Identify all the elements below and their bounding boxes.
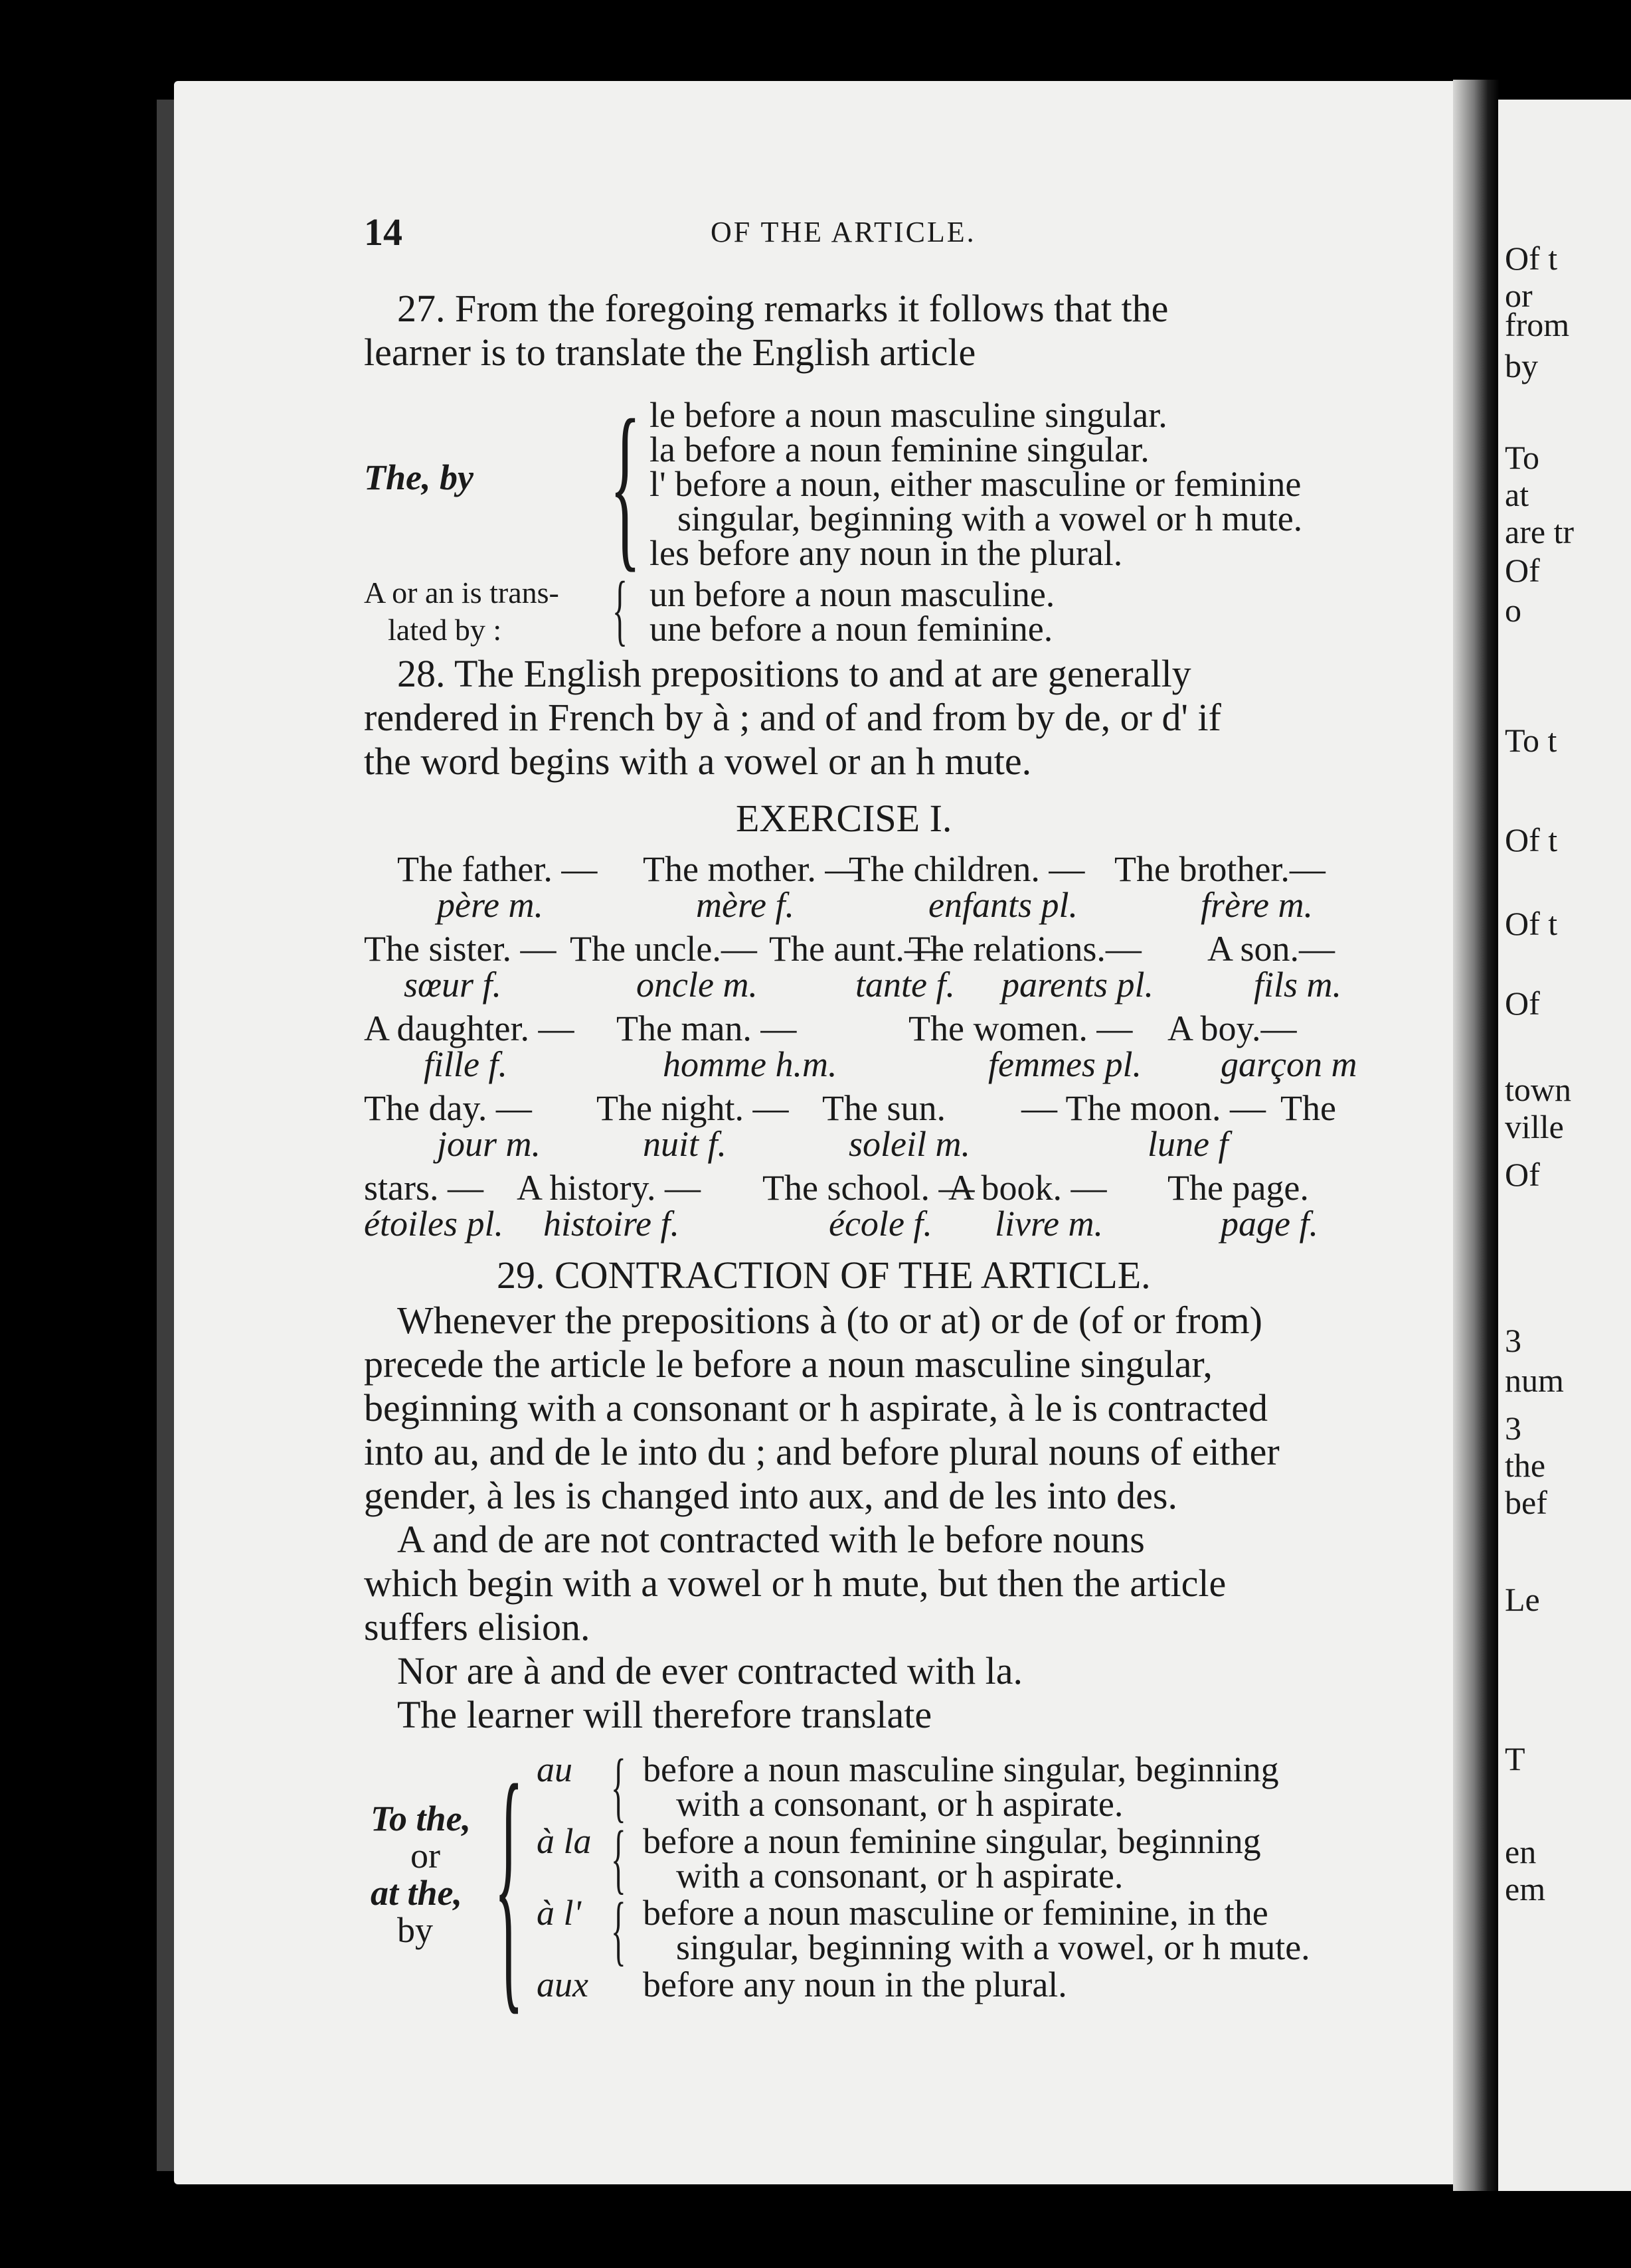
exercise-cell: A son.— (1207, 929, 1335, 969)
right-page-text: town (1505, 1071, 1571, 1108)
para29-line: precede the article le before a noun masculine singular, (364, 1342, 1213, 1386)
exercise-cell: étoiles pl. (364, 1204, 503, 1244)
exercise-cell: tante f. (855, 965, 955, 1005)
exercise-cell: stars. — (364, 1168, 483, 1208)
the-row-4: singular, beginning with a vowel or h mute. (677, 499, 1303, 538)
right-page-text: 3 (1505, 1410, 1521, 1447)
exercise-cell: The aunt.— (769, 929, 940, 969)
to-the-brace: { (611, 1886, 626, 1973)
exercise-cell: The uncle.— (570, 929, 757, 969)
exercise-cell: The father. — (397, 849, 598, 889)
right-page-text: ville (1505, 1108, 1564, 1145)
to-the-form: à l' (537, 1893, 582, 1933)
right-page-text: from (1505, 306, 1570, 343)
exercise-cell: lune f (1148, 1124, 1229, 1164)
para28-line2: rendered in French by à ; and of and from by de, or d' if (364, 696, 1221, 739)
para29-line: A and de are not contracted with le before nouns (397, 1518, 1145, 1561)
exercise-cell: The brother.— (1114, 849, 1326, 889)
the-row-2: la before a noun feminine singular. (649, 430, 1150, 469)
brace-the: { (610, 381, 642, 588)
exercise-cell: parents pl. (1001, 965, 1154, 1005)
right-page-fragment (1498, 100, 1631, 2191)
exercise-heading: EXERCISE I. (736, 797, 952, 840)
right-page-text: num (1505, 1362, 1564, 1399)
exercise-cell: The relations.— (908, 929, 1142, 969)
right-page-text: Of t (1505, 821, 1558, 858)
exercise-cell: The women. — (908, 1009, 1133, 1048)
exercise-cell: page f. (1221, 1204, 1318, 1244)
exercise-cell: garçon m (1221, 1044, 1357, 1084)
to-the-desc: before any noun in the plural. (643, 1965, 1067, 2004)
para28-line1: 28. The English prepositions to and at are generally (397, 652, 1191, 695)
exercise-cell: A book. — (948, 1168, 1107, 1208)
right-page-text: T (1505, 1740, 1525, 1777)
para29-line: suffers elision. (364, 1605, 590, 1649)
to-the-label-1: To the, (371, 1799, 472, 1838)
right-page-text: en (1505, 1833, 1537, 1870)
exercise-cell: fille f. (424, 1044, 507, 1084)
exercise-cell: père m. (437, 885, 543, 925)
right-page-text: Of t (1505, 240, 1558, 277)
exercise-cell: oncle m. (636, 965, 758, 1005)
exercise-cell: A daughter. — (364, 1009, 574, 1048)
to-the-desc: with a consonant, or h aspirate. (676, 1784, 1124, 1824)
right-page-text: o (1505, 592, 1521, 629)
para29-line: Nor are à and de ever contracted with la. (397, 1649, 1023, 1692)
exercise-cell: livre m. (995, 1204, 1103, 1244)
right-page-text: bef (1505, 1484, 1547, 1521)
para29-heading: 29. CONTRACTION OF THE ARTICLE. (497, 1254, 1151, 1297)
right-page-text: Of (1505, 1156, 1540, 1193)
para28-line3: the word begins with a vowel or an h mute. (364, 740, 1032, 783)
exercise-cell: The school. — (762, 1168, 975, 1208)
exercise-cell: frère m. (1201, 885, 1313, 925)
para29-line: which begin with a vowel or h mute, but then the article (364, 1562, 1227, 1605)
exercise-cell: mère f. (696, 885, 794, 925)
right-page-text: Le (1505, 1581, 1540, 1618)
the-row-1: le before a noun masculine singular. (649, 395, 1167, 435)
right-page-text: are tr (1505, 513, 1575, 550)
to-the-label-4: by (397, 1910, 433, 1950)
exercise-cell: The (1280, 1088, 1336, 1128)
exercise-cell: The sun. (822, 1088, 946, 1128)
exercise-cell: The man. — (616, 1009, 797, 1048)
to-the-brace: { (611, 1815, 626, 1902)
brace-to-the: { (494, 1728, 524, 2037)
to-the-label-2: or (410, 1836, 440, 1876)
to-the-desc: before a noun masculine singular, beginning (643, 1749, 1279, 1789)
exercise-cell: The mother. — (643, 849, 861, 889)
right-page-text: at (1505, 476, 1529, 513)
exercise-cell: The night. — (596, 1088, 789, 1128)
exercise-cell: nuit f. (643, 1124, 727, 1164)
exercise-cell: soleil m. (849, 1124, 970, 1164)
para29-line: beginning with a consonant or h aspirate, à le is contracted (364, 1386, 1268, 1429)
exercise-cell: A history. — (517, 1168, 701, 1208)
to-the-form: au (537, 1749, 572, 1789)
exercise-cell: fils m. (1254, 965, 1342, 1005)
para29-line: gender, à les is changed into aux, and de les into des. (364, 1474, 1177, 1517)
right-page-text: or (1505, 277, 1533, 314)
to-the-form: aux (537, 1965, 588, 2004)
exercise-cell: enfants pl. (928, 885, 1078, 925)
exercise-cell: sœur f. (404, 965, 502, 1005)
exercise-cell: histoire f. (543, 1204, 680, 1244)
brace-a-an: { (612, 565, 628, 653)
right-page-text: To (1505, 439, 1540, 476)
to-the-desc: with a consonant, or h aspirate. (676, 1856, 1124, 1896)
book-gutter (1453, 80, 1500, 2191)
a-an-row-2: une before a noun feminine. (649, 609, 1053, 649)
para29-line: The learner will therefore translate (397, 1693, 932, 1736)
the-row-3: l' before a noun, either masculine or feminine (649, 464, 1302, 504)
para27-line1: 27. From the foregoing remarks it follows that the (397, 287, 1169, 330)
a-an-label-1: A or an is trans- (364, 576, 559, 609)
exercise-cell: — The moon. — (1021, 1088, 1266, 1128)
right-page-text: the (1505, 1447, 1546, 1484)
the-by-label: The, by (364, 457, 473, 497)
to-the-form: à la (537, 1821, 592, 1861)
right-page-text: by (1505, 347, 1538, 384)
to-the-desc: singular, beginning with a vowel, or h mute. (676, 1927, 1310, 1967)
page-number: 14 (364, 210, 402, 254)
exercise-cell: The sister. — (364, 929, 557, 969)
exercise-cell: homme h.m. (663, 1044, 837, 1084)
para29-line: into au, and de le into du ; and before plural nouns of either (364, 1430, 1280, 1473)
right-page-text: Of t (1505, 905, 1558, 942)
right-page-text: Of (1505, 552, 1540, 589)
exercise-cell: The page. (1167, 1168, 1309, 1208)
to-the-desc: before a noun masculine or feminine, in the (643, 1893, 1268, 1933)
exercise-cell: The children. — (849, 849, 1085, 889)
right-page-text: Of (1505, 985, 1540, 1022)
the-row-5: les before any noun in the plural. (649, 533, 1123, 573)
to-the-desc: before a noun feminine singular, beginning (643, 1821, 1261, 1861)
exercise-cell: école f. (829, 1204, 932, 1244)
exercise-cell: The day. — (364, 1088, 532, 1128)
to-the-label-3: at the, (371, 1873, 463, 1913)
exercise-cell: jour m. (437, 1124, 541, 1164)
right-page-text: em (1505, 1870, 1546, 1907)
to-the-brace: { (611, 1743, 626, 1830)
running-title: OF THE ARTICLE. (711, 216, 976, 248)
a-an-row-1: un before a noun masculine. (649, 574, 1055, 614)
right-page-text: To t (1505, 722, 1557, 759)
exercise-cell: A boy.— (1167, 1009, 1297, 1048)
right-page-text: 3 (1505, 1322, 1521, 1359)
para27-line2: learner is to translate the English article (364, 331, 976, 374)
para29-line: Whenever the prepositions à (to or at) or de (of or from) (397, 1299, 1262, 1342)
exercise-cell: femmes pl. (988, 1044, 1142, 1084)
a-an-label-2: lated by : (388, 613, 502, 647)
